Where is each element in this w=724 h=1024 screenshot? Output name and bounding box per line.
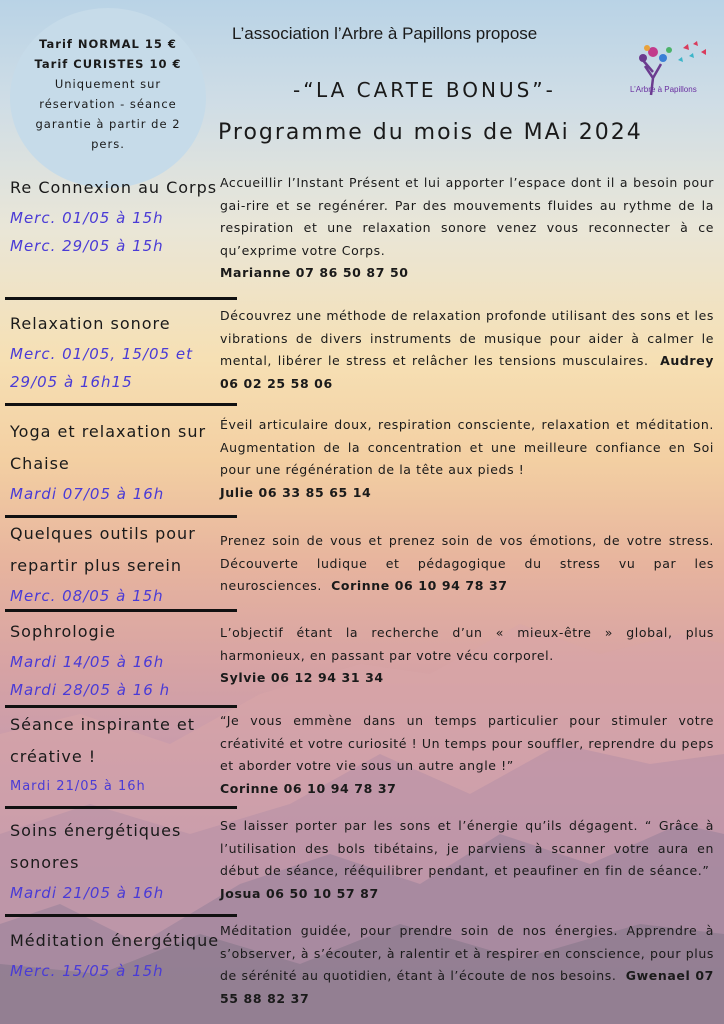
session-date: Mardi 28/05 à 16 h: [10, 681, 171, 699]
tarif-normal: Tarif NORMAL 15 €: [39, 37, 177, 51]
session-inspirante: [10, 709, 220, 801]
session-date: Merc. 15/05 à 15h: [10, 962, 164, 980]
session-title: Relaxation sonore: [10, 314, 171, 333]
session-description: [220, 622, 714, 690]
description-text: “Je vous emmène dans un temps particulier pour stimuler votre créativité et votre curiosité ! Un temps pour souffler, reprendre du peps et aborder votre vie sous un autre angle !”: [220, 713, 714, 773]
tarif-badge: [10, 8, 206, 188]
session-soins-energetiques: [10, 815, 220, 907]
session-title: Séance inspirante et créative !: [10, 715, 196, 766]
session-title: Yoga et relaxation sur Chaise: [10, 422, 207, 473]
description-text: Méditation guidée, pour prendre soin de nos énergies. Apprendre à s’observer, à s’écouter, à ralentir et à respirer en conscience, pour plus de sérénité au quotidien, étant à l’écoute de nos besoins.: [220, 923, 714, 983]
logo-text: L’Arbre à Papillons: [630, 85, 697, 94]
description-text: L’objectif étant la recherche d’un « mieux-être » global, plus harmonieux, en passant par votre vécu corporel.: [220, 625, 714, 663]
session-reconnexion: [10, 172, 220, 260]
session-date: Mardi 07/05 à 16h: [10, 485, 165, 503]
divider: [5, 609, 237, 612]
session-meditation: [10, 925, 220, 985]
session-description: [220, 815, 714, 905]
session-date: Mardi 14/05 à 16h: [10, 653, 165, 671]
tarif-curistes: Tarif CURISTES 10 €: [34, 57, 182, 71]
session-sophrologie: [10, 616, 220, 704]
description-text: Éveil articulaire doux, respiration consciente, relaxation et méditation. Augmentation de la concentration et une meilleure confiance en Soi pour une régénération de la tête aux pieds !: [220, 417, 714, 477]
session-outils-serein: [10, 518, 220, 610]
divider: [5, 403, 237, 406]
divider: [5, 705, 237, 708]
session-date: Merc. 29/05 à 15h: [10, 237, 164, 255]
session-title: Quelques outils pour repartir plus serein: [10, 524, 196, 575]
contact-info: Marianne 07 86 50 87 50: [220, 265, 409, 280]
contact-info: Josua 06 50 10 57 87: [220, 885, 379, 901]
programme-title: Programme du mois de MAi 2024: [218, 120, 643, 145]
session-date: Merc. 01/05, 15/05 et 29/05 à 16h15: [10, 345, 193, 391]
description-text: Se laisser porter par les sons et l’énergie qu’ils dégagent. “ Grâce à l’utilisation des bols tibétains, je parviens à scanner votre aura en début de séance, rééquilibrer pendant, et peaufiner en fin de séance.”: [220, 818, 714, 878]
session-relaxation-sonore: [10, 308, 220, 396]
association-heading: L’association l’Arbre à Papillons propose: [232, 24, 538, 43]
description-text: Accueillir l’Instant Présent et lui apporter l’espace dont il a besoin pour gai-rire et se regénérer. Par des mouvements fluides au rythme de la respiration et une relaxation sonore venez vous reconnecter à ce qu’exprime votre Corps.: [220, 175, 714, 258]
session-yoga-chaise: [10, 416, 220, 508]
contact-info: Audrey 06 02 25 58 06: [220, 353, 714, 391]
contact-info: Gwenael 07 55 88 82 37: [220, 968, 714, 1006]
session-title: Re Connexion au Corps: [10, 178, 218, 197]
description-text: Prenez soin de vous et prenez soin de vos émotions, de votre stress. Découverte ludique et pédagogique du stress vu par les neurosciences.: [220, 533, 714, 593]
session-date: Merc. 01/05 à 15h: [10, 209, 164, 227]
session-description: [220, 305, 714, 395]
session-title: Soins énergétiques sonores: [10, 821, 182, 872]
session-date: Mardi 21/05 à 16h: [10, 779, 146, 794]
tarif-note: Uniquement sur réservation - séance garantie à partir de 2 pers.: [35, 77, 181, 151]
session-description: [220, 710, 714, 800]
session-description: [220, 920, 714, 1010]
contact-info: Corinne 06 10 94 78 37: [220, 780, 397, 796]
divider: [5, 914, 237, 917]
session-description: [220, 414, 714, 504]
contact-info: Sylvie 06 12 94 31 34: [220, 670, 384, 685]
contact-info: Julie 06 33 85 65 14: [220, 484, 372, 500]
carte-bonus-heading: -“LA CARTE BONUS”-: [293, 78, 556, 102]
session-date: Merc. 08/05 à 15h: [10, 587, 164, 605]
description-text: Découvrez une méthode de relaxation profonde utilisant des sons et les vibrations de divers instruments de musique pour aider à calmer le mental, libérer le stress et relâcher les tensions musculaires.: [220, 308, 714, 368]
session-description: [220, 530, 714, 598]
session-date: Mardi 21/05 à 16h: [10, 884, 165, 902]
contact-info: Corinne 06 10 94 78 37: [331, 578, 508, 593]
divider: [5, 806, 237, 809]
divider: [5, 297, 237, 300]
session-title: Sophrologie: [10, 622, 116, 641]
session-description: [220, 172, 714, 285]
session-title: Méditation énergétique: [10, 931, 220, 950]
